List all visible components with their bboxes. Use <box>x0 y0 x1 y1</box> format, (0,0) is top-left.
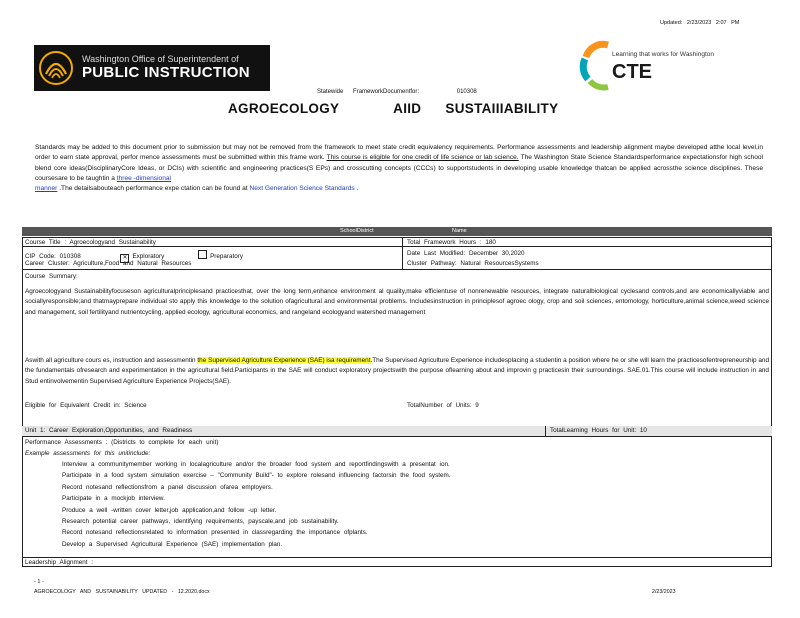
cte-logo <box>578 37 748 93</box>
course-summary-1: Agroecologyand Sustainabilityfocuseson agriculturalprinciplesand practicesthat, over the long term,enhance environment al quality,make efficientuse of nonrenewable resources, integrate naturalbiological cyclesand controls,and are economicallyviable and sociallyresponsible;and thatmayprepare individual sto apply this knowledge to the solution ofagricultural and environmental problems. Includesinstruction in principlesof agroec ology, crop and soil sciences, entomology, horticulture,animal science,weed science and management, soil fertilityand nutrientcycling, applied ecology, agricultural economics, and rangeland ecologyand watershed management <box>25 288 769 316</box>
leadership-alignment: Leadership Alignment : <box>25 559 94 566</box>
table-divider <box>402 237 403 269</box>
sunburst-seal-icon <box>38 50 74 86</box>
intro-p3-end: . <box>356 185 359 193</box>
updated-time: 2:07 <box>715 20 727 26</box>
list-item <box>30 541 450 552</box>
page-number: - 1 - <box>34 579 44 585</box>
preparatory-label: Preparatory <box>210 253 243 260</box>
sae-requirement-highlight: the Supervised Agriculture Experience (SAE) isa requirement <box>197 357 371 364</box>
assessment-item: Participate in a food system simulation exercise – "Community Build"- to explore rolesand influencing factorsin the food system. <box>62 472 451 480</box>
name-label: Name <box>452 228 467 234</box>
ngss-link[interactable]: Next Generation Science Standards <box>249 185 355 193</box>
list-item <box>30 518 450 529</box>
assessment-item: Participate in a mockjob interview. <box>62 495 165 503</box>
table-rule <box>22 557 772 558</box>
list-item <box>30 507 450 518</box>
total-framework-hours: Total Framework Hours : 180 <box>407 239 496 246</box>
list-item <box>30 495 450 506</box>
ospi-logo <box>34 45 270 91</box>
unit-title: Unit 1: Career Exploration,Opportunities, and Readiness <box>25 427 193 434</box>
footer-date: 2/23/2023 <box>652 589 676 595</box>
course-title: Course Title : Agroecologyand Sustainability <box>25 239 156 246</box>
table-rule <box>22 269 772 270</box>
school-district-bar <box>22 227 772 236</box>
cte-tagline: Learning that works for Washington <box>612 51 715 58</box>
framework-number: 010308 <box>456 89 477 95</box>
course-summary-2 <box>25 356 769 387</box>
cluster-pathway: Cluster Pathway: Natural ResourcesSystems <box>407 260 539 267</box>
assessment-list <box>30 461 450 552</box>
assessment-item: Record notesand reflectionsrelated to information presented in classregarding the importance ofplants. <box>62 529 368 537</box>
list-item <box>30 529 450 540</box>
date-last-modified: Date Last Modified: December 30,2020 <box>407 250 525 257</box>
intro-p2: The Washington State Science Standardsperformance expectationsfor high school blend core ideas(DisciplinaryCore Ideas, or DCIs) with scientific and engineering practices(S EPs) and crosscutting concepts (CCCs) to supportstudents in developing usable knowledge thatcan be applied acrossthe science disciplines. These coursesare to be taughtin a <box>35 154 764 182</box>
exploratory-label: Exploratory <box>132 253 165 260</box>
total-units: TotalNumber of Units: 9 <box>407 402 479 409</box>
intro-paragraph <box>35 143 763 194</box>
ospi-logo-line1: Washington Office of Superintendent of <box>82 54 239 65</box>
assessment-item: Record notesand reflectionsfrom a panel discussion ofarea employers. <box>62 483 273 491</box>
performance-assessments: Performance Assessments : (Districts to complete for each unit) <box>25 439 219 446</box>
title-right: SUSTAIIIABILITY <box>445 101 559 116</box>
assessment-item: Produce a well -written cover letter,job application,and follow -up letter. <box>62 506 277 514</box>
assessment-item: Develop a Supervised Agricultural Experience (SAE) implementation plan. <box>62 540 283 548</box>
exploratory-checkbox[interactable]: ✕ Exploratory <box>122 253 165 261</box>
three-dimensional-link[interactable]: three -dimensional <box>116 174 172 182</box>
unit-total-hours: TotalLearning Hours for Unit: 10 <box>550 427 647 434</box>
updated-label: Updated: <box>660 20 683 26</box>
title-left: AGROECOLOGY <box>228 101 340 116</box>
list-item <box>30 461 450 472</box>
summary2-post: .The Supervised Agriculture Experience includesplacing a studentin a position where he or she will learn the practicesofentrepreneurship and the fundamentals ofresearch and experimentation in the agricultural field.Participants in the SAE will conduct exploratory projectswith the purpose oflearning about and improvin g practicesin their surroundings. SAE.01.This course will include instruction in and Stud entinvolvementin Supervised Agriculture Experience Projects(SAE). <box>25 357 769 385</box>
preparatory-checkbox[interactable] <box>198 253 243 260</box>
cte-acronym: CTE <box>612 61 652 83</box>
framework-header <box>317 89 477 95</box>
intro-p1: Standards may be added to this document prior to submission but may not be removed from the framework to meet state credit equivalency requirements. Performance assessments and leadership alignment maybe developed atthe local level,in order to earn state approval, perfor mence assessments must be submitted within this frame work. <box>35 144 763 162</box>
title-mid: AIID <box>393 101 422 116</box>
summary2-pre: Aswith all agriculture cours es, instruction and assessmentin <box>25 357 196 364</box>
statewide-label: Statewide <box>317 89 344 95</box>
updated-timestamp <box>660 20 739 26</box>
list-item <box>30 484 450 495</box>
document-title <box>228 101 558 116</box>
eligible-credit: Eligible for Equivalent Credit in: Science <box>25 402 147 409</box>
updated-date: 2/23/2023 <box>686 20 712 26</box>
footer-document-name: AGROECOLOGY AND SUSTAINABILITY UPDATED - 12.2020.docx <box>34 589 210 595</box>
updated-ampm: PM <box>731 20 740 26</box>
assessment-item: Interview a communitymember working in localagriculture and/or the broader food system and reportfindingswith a presentat ion. <box>62 461 450 468</box>
intro-p3: .The detailsabouteach performance expe ctation can be found at <box>59 185 248 193</box>
table-rule <box>22 246 772 247</box>
cip-code: CIP Code: 010308 <box>25 253 81 260</box>
unit-divider <box>545 426 546 436</box>
intro-eligibility: This course is eligible for one credit of life science or lab science. <box>326 154 519 162</box>
course-summary-label: Course Summary: <box>25 273 78 280</box>
school-district-label: SchoolDistrict <box>340 228 374 234</box>
assessment-item: Research potential career pathways, identifying requirements, payscale,and job sustainability. <box>62 517 339 525</box>
career-cluster: Career Cluster: Agriculture,Food and Natural Resources <box>25 260 192 267</box>
manner-link[interactable]: manner <box>35 185 58 193</box>
list-item <box>30 472 450 483</box>
ospi-logo-line2: PUBLIC INSTRUCTION <box>82 63 250 81</box>
framework-label: FrameworkDocumentfor: <box>353 89 420 95</box>
example-assessments-label: Example assessments for this unitinclude: <box>25 450 151 457</box>
